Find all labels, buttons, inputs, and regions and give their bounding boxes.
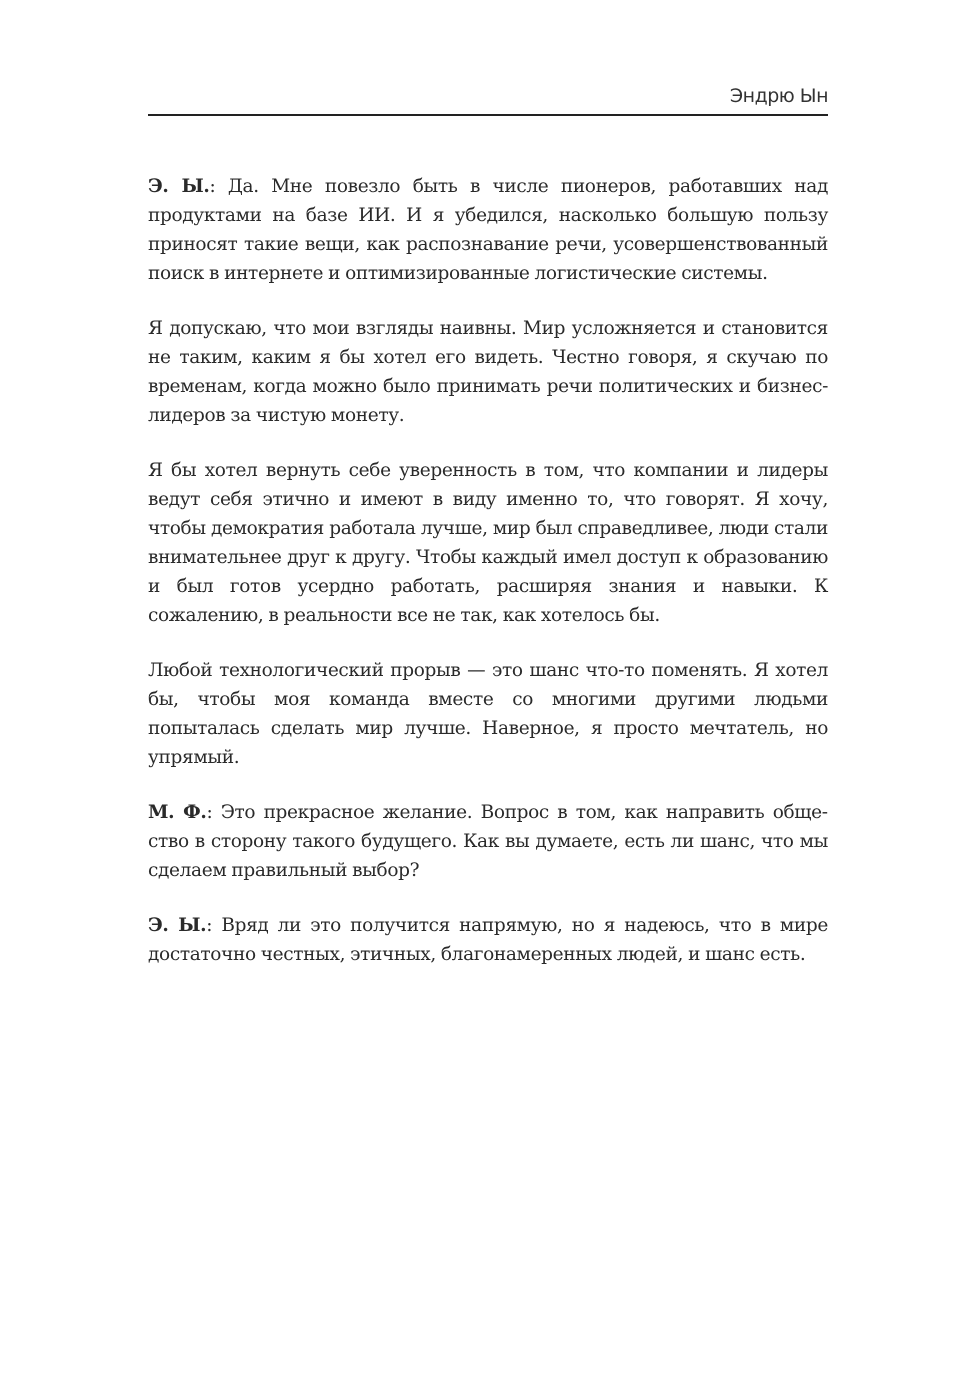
- paragraph-2: [148, 314, 828, 430]
- paragraph-3: [148, 456, 828, 630]
- paragraph-text: Я бы хотел вернуть себе уверенность в том, что компании и лидеры ведут себя этично и имеют в виду именно то, что говорят. Я хочу, чтобы демократия работала лучше, мир был справедливее, люди стали внимательнее друг к другу. Чтобы каждый имел доступ к образованию и был готов усердно работать, расширяя знания и навыки. К сожалению, в реальности все не так, как хотелось бы.: [148, 460, 828, 626]
- paragraph-text: : Это прекрасное желание. Вопрос в том, как направить общество в сторону такого будущего. Как вы думаете, есть ли шанс, что мы сделаем правильный выбор?: [148, 802, 828, 881]
- body-text: [148, 172, 828, 995]
- speaker-label: Э. Ы.: [148, 915, 207, 936]
- paragraph-5: [148, 798, 828, 885]
- paragraph-4: [148, 656, 828, 772]
- paragraph-6: [148, 911, 828, 969]
- paragraph-1: [148, 172, 828, 288]
- speaker-label: Э. Ы.: [148, 176, 210, 197]
- header-rule: [148, 114, 828, 116]
- paragraph-text: : Вряд ли это получится напрямую, но я надеюсь, что в мире достаточно честных, этичных, благонамеренных людей, и шанс есть.: [148, 915, 828, 965]
- speaker-label: М. Ф.: [148, 802, 207, 823]
- paragraph-text: Я допускаю, что мои взгляды наивны. Мир усложняется и становится не таким, каким я бы хотел его видеть. Честно говоря, я скучаю по временам, когда можно было принимать речи политических и бизнес-лидеров за чистую монету.: [148, 318, 828, 426]
- paragraph-text: : Да. Мне повезло быть в числе пионеров, работавших над продуктами на базе ИИ. И я убедился, насколько большую пользу приносят такие вещи, как распознавание речи, усовершенствованный поиск в интернете и оптимизированные логистические системы.: [148, 176, 828, 284]
- paragraph-text: Любой технологический прорыв — это шанс что-то поменять. Я хотел бы, чтобы моя команда вместе со многими другими людьми попыталась сделать мир лучше. Наверное, я просто мечтатель, но упрямый.: [148, 660, 828, 768]
- running-header: Эндрю Ын: [729, 85, 828, 107]
